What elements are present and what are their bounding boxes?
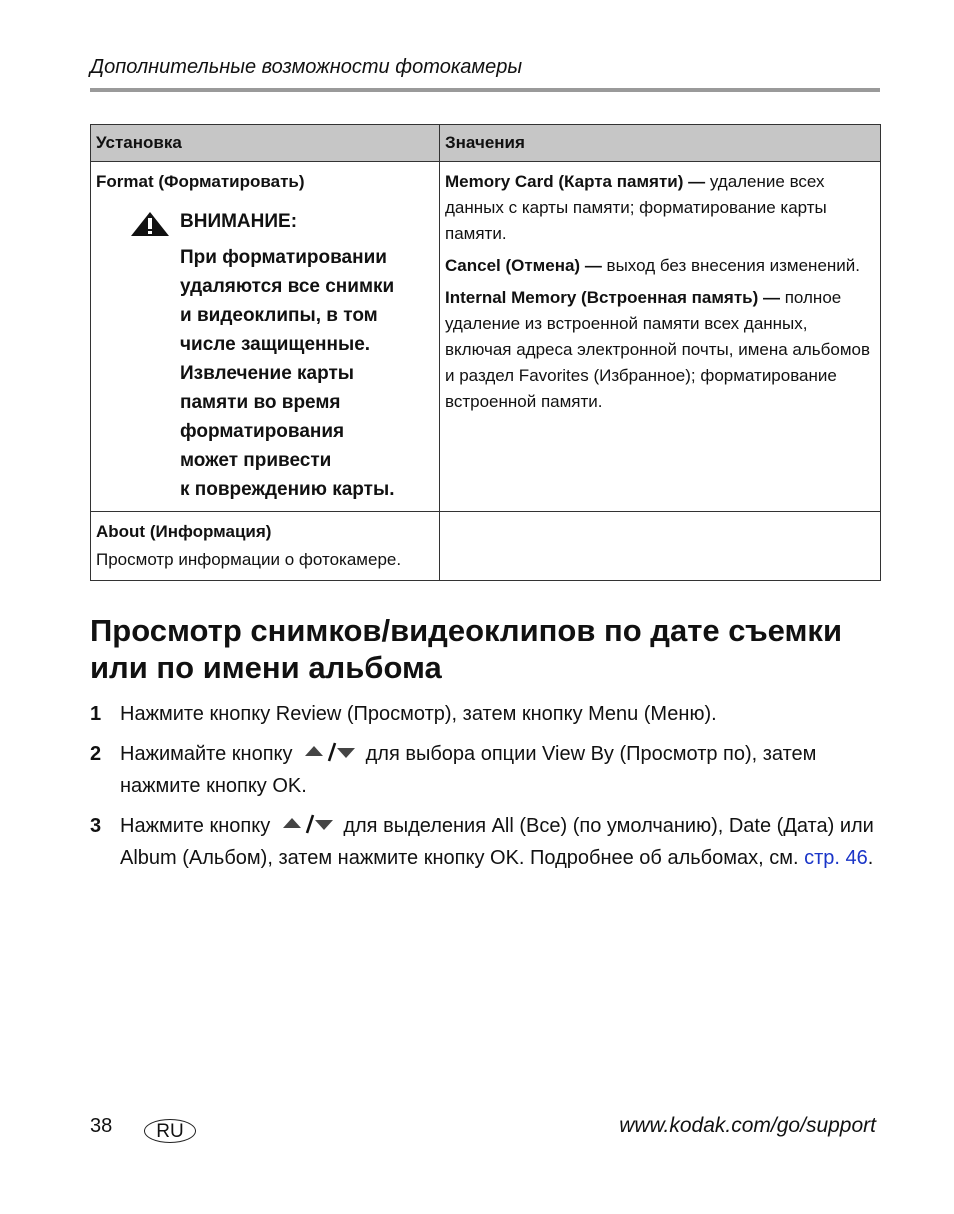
footer-url: www.kodak.com/go/support xyxy=(619,1114,876,1137)
step-number: 3 xyxy=(90,815,102,837)
table-row-format xyxy=(91,162,881,512)
step-text-end: . xyxy=(867,847,874,869)
up-down-arrow-icon xyxy=(302,741,356,772)
language-badge: RU xyxy=(144,1119,196,1143)
option-internal-memory xyxy=(445,285,875,415)
warning-line: и видеоклипы, в том xyxy=(180,305,378,326)
option-text: полное удаление из встроенной памяти всех данных, включая адреса электронной почты, имена альбомов и раздел Favorites (Избранное); форматирование встроенной памяти. xyxy=(445,288,870,411)
table-row-about xyxy=(91,512,881,581)
step-text xyxy=(120,740,880,801)
warning-line: числе защищенные. xyxy=(180,334,371,355)
about-cell xyxy=(91,512,440,581)
column-header-values: Значения xyxy=(440,125,881,162)
about-values-cell xyxy=(440,512,881,581)
warning-text xyxy=(180,243,394,504)
column-header-setting: Установка xyxy=(91,125,440,162)
page-number: 38 xyxy=(90,1115,113,1137)
option-memory-card xyxy=(445,169,875,247)
page-link[interactable]: стр. 46 xyxy=(804,847,868,869)
option-text: удаление всех данных с карты памяти; форматирование карты памяти. xyxy=(445,172,827,243)
warning-line: может привести xyxy=(180,450,332,471)
header-rule xyxy=(90,88,880,92)
format-cell xyxy=(91,162,440,512)
warning-block xyxy=(96,209,434,504)
list-item xyxy=(90,700,880,729)
warning-line: Извлечение карты xyxy=(180,363,355,384)
option-label: Cancel (Отмена) — xyxy=(445,256,602,275)
format-values-cell xyxy=(440,162,881,512)
settings-table xyxy=(90,124,881,581)
warning-line: удаляются все снимки xyxy=(180,276,395,297)
warning-line: При форматировании xyxy=(180,247,387,268)
warning-body xyxy=(180,209,394,504)
about-description: Просмотр информации о фотокамере. xyxy=(96,550,402,569)
step-text: Нажмите кнопку Review (Просмотр), затем кнопку Menu (Меню). xyxy=(120,703,717,725)
step-number: 2 xyxy=(90,743,102,765)
step-text-after: для выделения All (Все) (по умолчанию), Date (Дата) или Album (Альбом), затем нажмите кнопку OK. Подробнее об альбомах, см. xyxy=(120,815,874,869)
setting-name-format: Format (Форматировать) xyxy=(96,172,305,191)
warning-line: к повреждению карты. xyxy=(180,479,395,500)
step-text-before: Нажимайте кнопку xyxy=(120,743,293,765)
option-text: выход без внесения изменений. xyxy=(601,256,860,275)
warning-line: форматирования xyxy=(180,421,345,442)
option-label: Memory Card (Карта памяти) — xyxy=(445,172,706,191)
up-down-arrow-icon xyxy=(280,813,334,844)
list-item xyxy=(90,740,880,801)
list-item xyxy=(90,812,880,873)
option-cancel xyxy=(445,253,875,279)
warning-line: памяти во время xyxy=(180,392,341,413)
setting-name-about: About (Информация) xyxy=(96,522,272,541)
steps-list xyxy=(90,700,880,884)
step-text-after: для выбора опции View By (Просмотр по), затем нажмите кнопку OK. xyxy=(120,743,817,797)
running-header: Дополнительные возможности фотокамеры xyxy=(90,56,523,78)
step-text-before: Нажмите кнопку xyxy=(120,815,271,837)
step-number: 1 xyxy=(90,703,102,725)
table-header-row xyxy=(91,125,881,162)
warning-title: ВНИМАНИЕ: xyxy=(180,211,298,232)
warning-triangle-icon xyxy=(130,209,180,504)
section-title: Просмотр снимков/видеоклипов по дате съемки или по имени альбома xyxy=(90,613,843,685)
step-text xyxy=(120,812,880,873)
option-label: Internal Memory (Встроенная память) — xyxy=(445,288,780,307)
